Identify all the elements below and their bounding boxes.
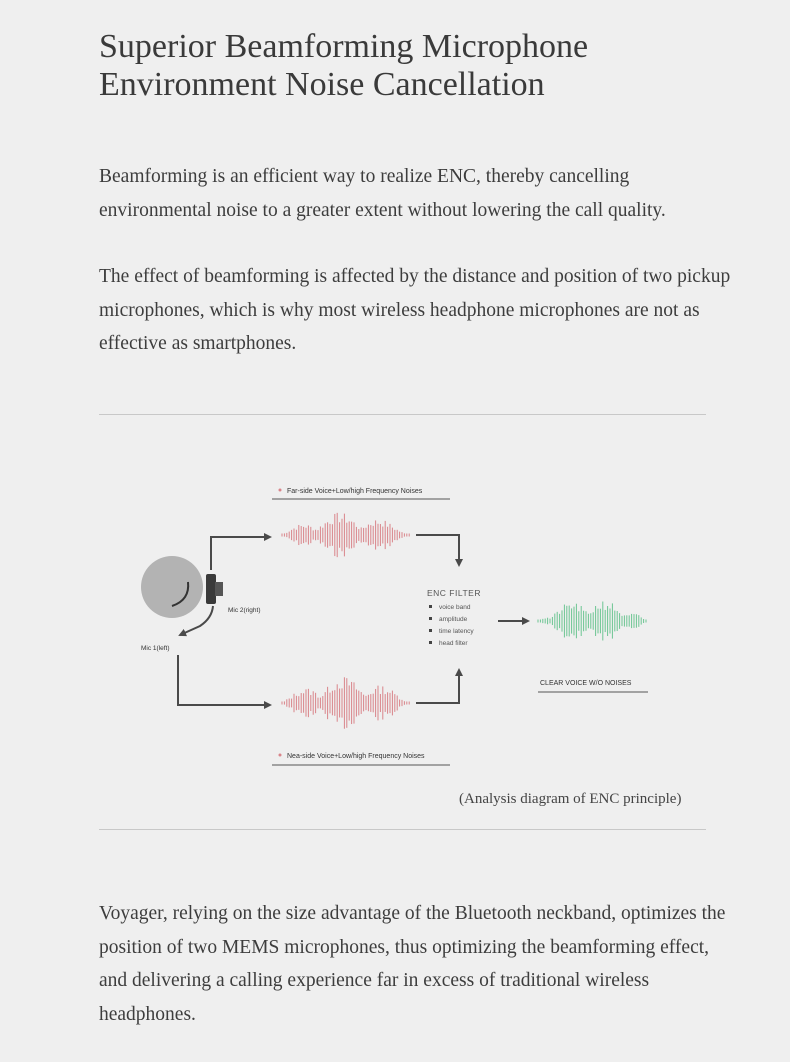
far-side-arrow: [211, 537, 270, 570]
head-icon: [141, 556, 203, 618]
near-side-waveform: [282, 677, 409, 728]
title-line-2: Environment Noise Cancellation: [99, 66, 545, 103]
filter-item: amplitude: [439, 616, 468, 623]
far-to-filter-arrow: [416, 535, 459, 565]
divider-bottom: [99, 829, 706, 830]
far-side-waveform: [282, 513, 409, 557]
filter-item: head filter: [439, 640, 468, 647]
output-label: CLEAR VOICE W/O NOISES: [540, 680, 632, 687]
near-side-label: Nea-side Voice+Low/high Frequency Noises: [287, 753, 425, 760]
diagram-caption: (Analysis diagram of ENC principle): [459, 791, 682, 807]
effect-paragraph: The effect of beamforming is affected by the distance and position of two pickup microphones, which is why most wireless headphone microphones are not as effective as smartphones.: [99, 266, 731, 354]
clear-voice-waveform: [538, 602, 646, 641]
filter-title: ENC FILTER: [427, 588, 481, 598]
filter-item: time latency: [439, 628, 474, 635]
far-side-label-group: [272, 488, 450, 499]
intro-paragraph: Beamforming is an efficient way to realize ENC, thereby cancelling environmental noise to a greater extent without lowering the call quality.: [99, 166, 666, 221]
earbud-icon: [206, 574, 216, 604]
earbud-tip-icon: [215, 582, 223, 596]
mic2-label: Mic 2(right): [228, 607, 261, 614]
divider-top: [99, 414, 706, 415]
near-to-filter-arrow: [416, 670, 459, 703]
far-side-label: Far-side Voice+Low/high Frequency Noises: [287, 488, 423, 495]
enc-diagram: [0, 470, 790, 780]
page-title: [99, 28, 759, 104]
mic1-label: Mic 1(left): [141, 645, 170, 652]
voyager-paragraph: Voyager, relying on the size advantage of the Bluetooth neckband, optimizes the position of two MEMS microphones, thus optimizing the beamforming effect, and delivering a calling experience far in excess of traditional wireless headphones.: [99, 903, 726, 1025]
filter-list: [429, 604, 474, 647]
title-line-1: Superior Beamforming Microphone: [99, 28, 589, 65]
near-side-arrow: [178, 655, 270, 705]
near-side-label-group: [272, 753, 450, 765]
filter-item: voice band: [439, 604, 471, 611]
